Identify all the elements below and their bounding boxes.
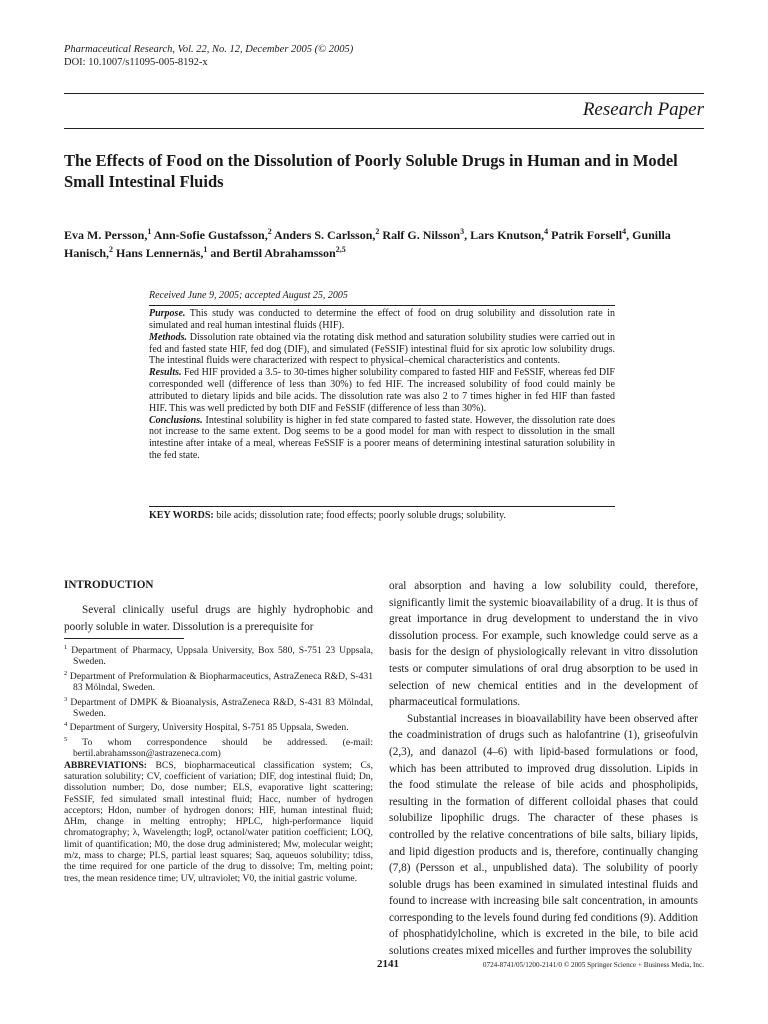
footnote [64, 642, 373, 668]
author-separator: , [626, 228, 633, 242]
author-name: Ann-Sofie Gustafsson, [153, 228, 268, 242]
footnote [64, 668, 373, 694]
page-number: 2141 [377, 958, 399, 970]
author-affiliation-number: 2 [375, 227, 380, 236]
abstract-conclusions [149, 415, 615, 462]
author-name: Anders S. Carlsson, [274, 228, 376, 242]
footnotes [64, 642, 373, 760]
abstract-results [149, 367, 615, 414]
footnote-text: To whom correspondence should be addressed. (e-mail: bertil.abrahamsson@astrazeneca.com) [73, 737, 373, 760]
author-name: Ralf G. Nilsson [382, 228, 461, 242]
author-list [64, 226, 694, 262]
methods-label: Methods. [149, 331, 188, 343]
abstract [149, 308, 615, 462]
results-label: Results. [149, 367, 182, 379]
introduction-paragraph-2: Substantial increases in bioavailability have been observed after the coadministration of drugs such as halofantrine (1), griseofulvin (2,3), and danazol (4–6) with lipid-based formulations or food, which has been attributed to improved drug dissolution. Lipids in the food stimulate the release of bile acids and phospholipids, resulting in the formation of different colloidal phases that could solubilize lipophilic drugs. The character of these phases is controlled by the relative concentrations of bile salts, biliary lipids, and lipid digestion products and is, therefore, continually changing (7,8) (Persson et al., unpublished data). The solubility of poorly soluble drugs has been examined in simulated intestinal fluids and found to increase with increasing bile salt concentration, in amounts corresponding to the levels found during fed conditions (9). Addition of phosphatidylcholine, which is excreted in the bile, to bile acid solutions creates mixed micelles and further improves the solubility [389, 712, 698, 958]
conclusions-label: Conclusions. [149, 414, 203, 426]
author-name: and Bertil Abrahamsson [210, 246, 336, 260]
author-name: Eva M. Persson, [64, 228, 148, 242]
paper-title: The Effects of Food on the Dissolution of Poorly Soluble Drugs in Human and in Model Small Intestinal Fluids [64, 151, 678, 191]
author-affiliation-number: 1 [147, 227, 152, 236]
author-name: Patrik Forsell [551, 228, 623, 242]
author-affiliation-number: 1 [203, 245, 208, 254]
author-separator: , [464, 228, 471, 242]
footnote-text: Department of Surgery, University Hospital, S-751 85 Uppsala, Sweden. [69, 722, 349, 734]
author-name: Gunilla Hanisch, [64, 228, 671, 260]
abstract-purpose [149, 308, 615, 332]
footnote-text: Department of Preformulation & Biopharmaceutics, AstraZeneca R&D, S-431 83 Mölndal, Sweden. [69, 670, 373, 694]
purpose-text: This study was conducted to determine the effect of food on drug solubility and dissolution rate in simulated and real human intestinal fluids (HIF). [149, 308, 616, 331]
abbreviations-text: BCS, biopharmaceutical classification system; Cs, saturation solubility; CV, coefficient of variation; DIF, dog intestinal fluid; Dn, dissolution number; Do, dose number; ELS, evaporative light scattering; FeSSIF, fed simulated small intestinal fluid; Hacc, number of hydrogen acceptors; Hdon, number of hydrogen donors; HIF, human intestinal fluid; ΔHm, change in melting entrophy; HPLC, high-performance liquid chromatography; λ, Wavelength; logP, octanol/water patition coefficient; LOQ, limit of quantification; M0, the dose drug administered; Mw, molecular weight; m/z, mass to charge; PLS, partial least squares; Saq, aqueuos solubility; tdiss, the time required for one particle of the drug to dissolve; Tm, melting point; tres, the mean residence time; UV, ultraviolet; V0, the initial gastric volume. [64, 759, 373, 884]
keywords-label: KEY WORDS: [149, 510, 214, 521]
footnote [64, 719, 373, 734]
footnote-text: Department of Pharmacy, Uppsala University, Box 580, S-751 23 Uppsala, Sweden. [71, 645, 373, 668]
footnote-number: 1 [64, 644, 68, 651]
author-affiliation-number: 2 [109, 245, 114, 254]
section-type: Research Paper [582, 99, 704, 120]
footnote [64, 734, 373, 760]
right-column [389, 578, 698, 960]
abstract-rule-top [149, 305, 615, 306]
abbreviations-label: ABBREVIATIONS: [64, 759, 147, 771]
left-column [64, 578, 373, 884]
author-name: Hans Lennernäs, [116, 246, 204, 260]
author-name: Lars Knutson, [470, 228, 545, 242]
introduction-paragraph-1: oral absorption and having a low solubility could, therefore, significantly limit the systemic bioavailability of a drug. It is thus of great importance in drug development to understand the in vivo dissolution process. For example, such knowledge could serve as a basis for the design of physiologically relevant in vitro dissolution tests or computer simulations of oral drug absorption to be used in selection of new chemical entities and in the development of pharmaceutical formulations. [389, 580, 698, 709]
abstract-methods [149, 332, 615, 368]
author-affiliation-number: 4 [544, 227, 549, 236]
author-affiliation-number: 3 [460, 227, 465, 236]
purpose-label: Purpose. [149, 308, 186, 319]
introduction-text-left: Several clinically useful drugs are highly hydrophobic and poorly soluble in water. Dissolution is a prerequisite for [64, 604, 373, 633]
journal-citation: Pharmaceutical Research, Vol. 22, No. 12, December 2005 (© 2005) [64, 44, 354, 55]
footnote [64, 694, 373, 720]
footnote-number: 2 [64, 669, 68, 677]
methods-text: Dissolution rate obtained via the rotating disk method and saturation solubility studies were carried out in fed and fasted state HIF, fed dog (DIF), and simulated (FeSSIF) intestinal fluid for six aprotic low solubility drugs. The intestinal fluids were characterized with respect to physical–chemical characteristics and contents. [149, 331, 616, 367]
header-rule-bottom [64, 128, 704, 129]
copyright-line: 0724-8741/05/1200-2141/0 © 2005 Springer Science + Business Media, Inc. [482, 961, 704, 969]
keywords-text: bile acids; dissolution rate; food effects; poorly soluble drugs; solubility. [216, 510, 506, 521]
introduction-heading: INTRODUCTION [64, 579, 154, 591]
footnote-rule [64, 638, 184, 639]
abbreviations [64, 760, 373, 884]
header-rule-top [64, 93, 704, 94]
doi: DOI: 10.1007/s11095-005-8192-x [64, 57, 208, 68]
footnote-number: 5 [64, 735, 68, 743]
received-date: Received June 9, 2005; accepted August 25, 2005 [149, 290, 348, 301]
footnote-number: 4 [64, 721, 68, 729]
keywords [149, 510, 619, 521]
author-affiliation-number: 2,5 [335, 245, 346, 254]
conclusions-text: Intestinal solubility is higher in fed state compared to fasted state. However, the dissolution rate does not increase to the same extent. Dog seems to be a good model for man with respect to dissolution in the small intestine after intake of a meal, whereas FeSSIF is a poorer means of determining intestinal saturation solubility in the fed state. [149, 414, 615, 462]
results-text: Fed HIF provided a 3.5- to 30-times higher solubility compared to fasted HIF and FeSSIF, whereas fed DIF corresponded well (difference of less than 30%) to fed HIF. The increased solubility of food could mainly be attributed to dietary lipids and bile acids. The dissolution rate was also 2 to 7 times higher in fed HIF than fasted HIF. This was well predicted by both DIF and FeSSIF (difference of less than 30%). [149, 367, 615, 414]
journal-header [64, 43, 353, 69]
footnote-text: Department of DMPK & Bioanalysis, AstraZeneca R&D, S-431 83 Mölndal, Sweden. [70, 696, 373, 720]
author-affiliation-number: 2 [267, 227, 272, 236]
footnote-number: 3 [64, 695, 68, 703]
author-affiliation-number: 4 [622, 227, 627, 236]
abstract-rule-bottom [149, 506, 615, 507]
